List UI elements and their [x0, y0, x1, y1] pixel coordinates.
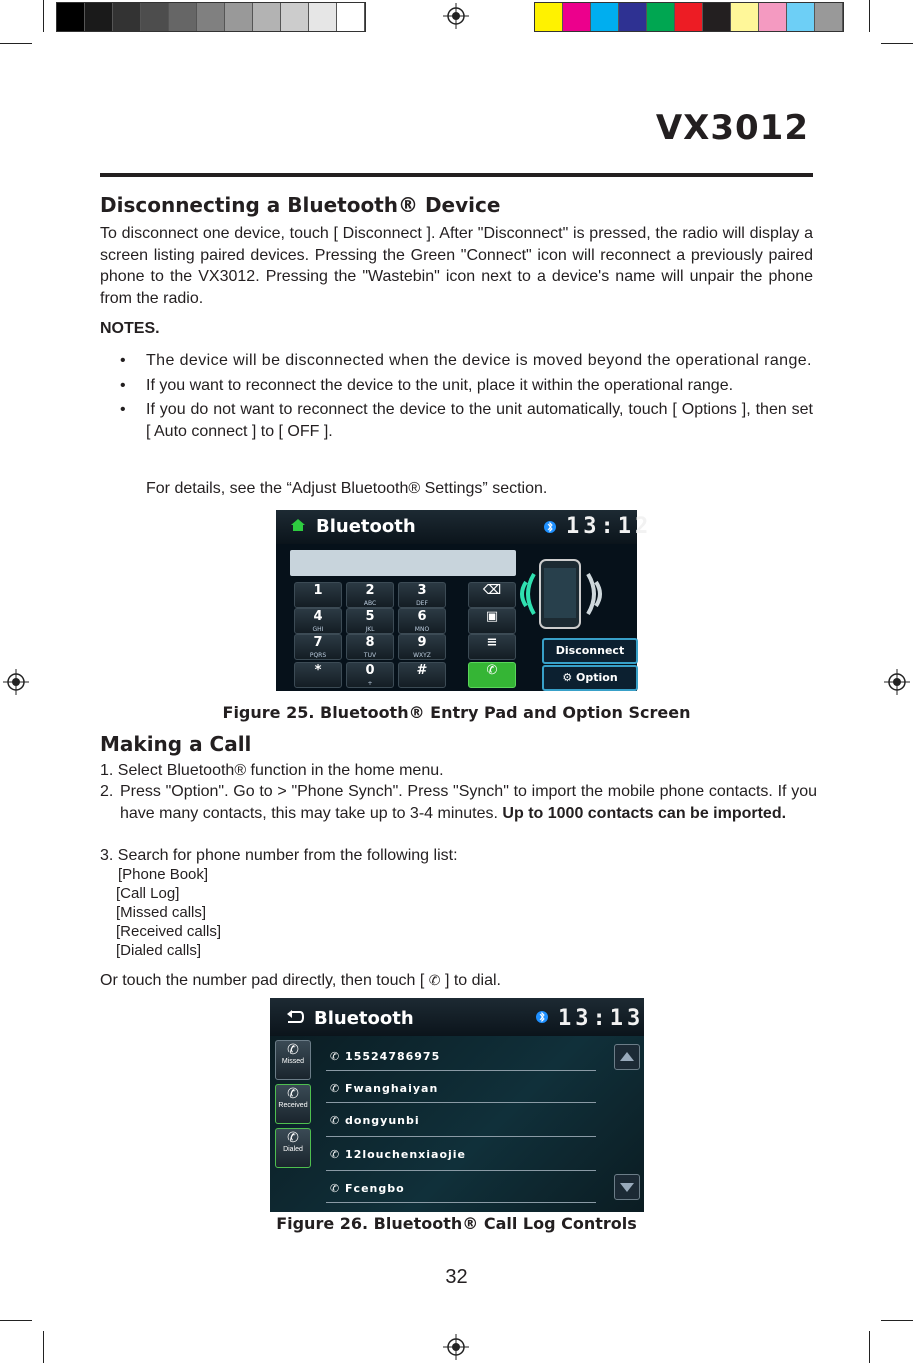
keypad-key[interactable]: [398, 608, 446, 634]
bullet: •: [120, 352, 126, 369]
dial-text-before: Or touch the number pad directly, then touch [: [100, 972, 425, 989]
disconnect-button[interactable]: [542, 638, 638, 664]
arrow-down-icon: [615, 1175, 639, 1199]
disconnect-paragraph: To disconnect one device, touch [ Disconnect ]. After "Disconnect" is pressed, the radio will display a screen listing paired devices. Pressing the Green "Connect" icon will reconnect a previously paired phone to the VX3012. Pressing the "Wastebin" icon next to a device's name will unpair the phone from the radio.: [100, 225, 813, 307]
key-digit: 9: [417, 635, 427, 650]
notes-title: NOTES.: [100, 320, 160, 337]
received-calls-button[interactable]: [275, 1084, 311, 1124]
screen-clock: 13:13: [558, 1006, 645, 1031]
entry-text: dongyunbi: [345, 1114, 420, 1127]
keypad-key[interactable]: [346, 662, 394, 688]
list-item: [Received calls]: [116, 923, 222, 940]
number-display[interactable]: [290, 550, 516, 576]
backspace-key[interactable]: ⌫: [468, 582, 516, 608]
key-digit: 0: [365, 663, 375, 678]
row-divider: [326, 1202, 596, 1203]
crop-mark: [881, 1320, 913, 1321]
key-digit: 7: [313, 635, 323, 650]
color-swatch: [281, 3, 309, 31]
step-2-number: 2.: [100, 783, 114, 800]
details-note: For details, see the “Adjust Bluetooth® Settings” section.: [146, 480, 548, 497]
keypad-key[interactable]: [294, 608, 342, 634]
crop-mark: [869, 0, 870, 32]
call-log-entry[interactable]: ✆ Fwanghaiyan: [330, 1082, 439, 1095]
phone-missed-icon: ✆: [287, 1041, 299, 1057]
scroll-down-button[interactable]: [614, 1174, 640, 1200]
note-item: [100, 375, 813, 397]
missed-calls-button[interactable]: [275, 1040, 311, 1080]
row-divider: [326, 1070, 596, 1071]
registration-mark-icon: [3, 669, 29, 695]
color-swatch: [337, 3, 365, 31]
registration-mark-icon: [884, 669, 910, 695]
key-digit: 1: [313, 583, 323, 598]
keypad-key[interactable]: [398, 582, 446, 608]
gray-color-bar: [56, 2, 366, 32]
figure25-caption: Figure 25. Bluetooth® Entry Pad and Option Screen: [222, 703, 691, 722]
disconnect-label: Disconnect: [555, 644, 625, 657]
dial-text-after: ] to dial.: [444, 972, 501, 989]
search-list: [116, 865, 221, 960]
option-button[interactable]: [542, 665, 638, 691]
call-log-key[interactable]: ≡: [468, 634, 516, 660]
color-swatch: [731, 3, 759, 31]
keypad-key[interactable]: [294, 634, 342, 660]
key-digit: 2: [365, 583, 375, 598]
step-2: [120, 781, 817, 824]
key-letters: JKL: [365, 626, 375, 633]
phone-icon: ✆: [428, 972, 441, 988]
entry-text: 12louchenxiaojie: [345, 1148, 467, 1161]
key-digit: 5: [365, 609, 375, 624]
phone-graphic: [538, 558, 582, 630]
call-key[interactable]: ✆: [468, 662, 516, 688]
bluetooth-status-icon: [536, 1010, 548, 1024]
color-swatch: [675, 3, 703, 31]
keypad-key[interactable]: [346, 608, 394, 634]
dialed-label: Dialed: [283, 1146, 303, 1153]
color-swatch: [197, 3, 225, 31]
section-title-making-call: Making a Call: [100, 732, 252, 756]
screen-title: Bluetooth: [316, 516, 416, 537]
crop-mark: [43, 0, 44, 32]
call-log-entry[interactable]: ✆ 12louchenxiaojie: [330, 1148, 467, 1161]
back-icon[interactable]: [284, 1010, 304, 1024]
entry-text: 15524786975: [345, 1050, 441, 1063]
color-swatch: [619, 3, 647, 31]
color-swatch: [591, 3, 619, 31]
crop-mark: [0, 1320, 32, 1321]
key-letters: ABC: [363, 600, 377, 607]
color-swatch: [563, 3, 591, 31]
key-digit: *: [314, 663, 322, 678]
row-divider: [326, 1170, 596, 1171]
phone-received-icon: ✆: [287, 1085, 299, 1101]
page-number: 32: [445, 1266, 468, 1288]
figure26-caption: Figure 26. Bluetooth® Call Log Controls: [276, 1214, 637, 1233]
keypad-key[interactable]: [346, 634, 394, 660]
step-3: 3. Search for phone number from the following list:: [100, 847, 458, 864]
key-letters: TUV: [363, 652, 377, 659]
note-text: If you do not want to reconnect the device to the unit automatically, touch [ Options ], then set [ Auto connect ] to [ OFF ].: [146, 401, 813, 440]
note-text: The device will be disconnected when the device is moved beyond the operational range.: [146, 352, 812, 369]
option-label: Option: [576, 671, 618, 684]
gear-icon: ⚙: [562, 671, 577, 684]
keypad-key[interactable]: [294, 662, 342, 688]
list-item: [Dialed calls]: [116, 942, 202, 959]
key-letters: +: [367, 680, 373, 687]
color-swatch: [225, 3, 253, 31]
color-swatch: [113, 3, 141, 31]
home-icon: [290, 518, 306, 532]
key-letters: WXYZ: [413, 652, 431, 659]
keypad-key[interactable]: [294, 582, 342, 608]
bluetooth-call-log-screen: [270, 998, 644, 1212]
list-item: [Call Log]: [116, 885, 180, 902]
signal-waves-icon: [584, 564, 610, 624]
bluetooth-entry-screen: [276, 510, 653, 691]
screen-clock: 13:12: [566, 514, 653, 539]
arrow-up-icon: [615, 1045, 639, 1069]
header-rule: [100, 173, 813, 177]
row-divider: [326, 1102, 596, 1103]
keypad-key[interactable]: [398, 662, 446, 688]
dial-instruction: [100, 970, 501, 992]
missed-label: Missed: [281, 1058, 305, 1065]
list-item: [Phone Book]: [118, 866, 209, 883]
crop-mark: [881, 43, 913, 44]
dialed-calls-button[interactable]: [275, 1128, 311, 1168]
screen-title: Bluetooth: [314, 1008, 414, 1029]
crop-mark: [43, 1331, 44, 1363]
keypad-key[interactable]: [398, 634, 446, 660]
color-swatch: [253, 3, 281, 31]
scroll-up-button[interactable]: [614, 1044, 640, 1070]
step-1: 1. Select Bluetooth® function in the home menu.: [100, 762, 444, 779]
contacts-key[interactable]: ▣: [468, 608, 516, 634]
color-swatch: [535, 3, 563, 31]
section-title-disconnect: Disconnecting a Bluetooth® Device: [100, 193, 501, 217]
step-2-text: Press "Option". Go to > "Phone Synch". Press "Synch" to import the mobile phone contacts. If you have many contacts, this may take up to 3-4 minutes.: [120, 783, 817, 822]
entry-text: Fwanghaiyan: [345, 1082, 439, 1095]
color-swatch: [647, 3, 675, 31]
phone-dialed-icon: ✆: [287, 1129, 299, 1145]
key-letters: PQRS: [309, 652, 327, 659]
bullet: •: [120, 376, 126, 394]
brand-model: VX3012: [655, 108, 809, 148]
color-swatch: [85, 3, 113, 31]
note-item: [100, 399, 813, 442]
registration-mark-icon: [443, 1334, 469, 1360]
key-digit: 4: [313, 609, 323, 624]
row-divider: [326, 1136, 596, 1137]
key-digit: 8: [365, 635, 375, 650]
crop-mark: [869, 1331, 870, 1363]
color-swatch: [787, 3, 815, 31]
key-digit: #: [416, 663, 428, 678]
bluetooth-status-icon: [544, 520, 556, 534]
received-label: Received: [278, 1102, 308, 1109]
color-swatch: [309, 3, 337, 31]
key-digit: 3: [417, 583, 427, 598]
color-swatch: [759, 3, 787, 31]
color-swatch: [141, 3, 169, 31]
note-text: If you want to reconnect the device to the unit, place it within the operational range.: [146, 376, 734, 394]
color-swatch: [57, 3, 85, 31]
key-letters: GHI: [312, 626, 324, 633]
call-log-entry[interactable]: ✆ dongyunbi: [330, 1114, 420, 1127]
note-item: [100, 350, 813, 372]
step-2-bold: Up to 1000 contacts can be imported.: [502, 804, 787, 822]
list-item: [Missed calls]: [116, 904, 207, 921]
call-log-entry[interactable]: ✆ Fcengbo: [330, 1182, 405, 1195]
call-log-entry[interactable]: ✆ 15524786975: [330, 1050, 441, 1063]
key-letters: MNO: [414, 626, 430, 633]
notes-list: [100, 350, 813, 445]
color-swatch: [169, 3, 197, 31]
keypad-key[interactable]: [346, 582, 394, 608]
color-bar: [534, 2, 844, 32]
color-swatch: [703, 3, 731, 31]
registration-mark-icon: [443, 3, 469, 29]
entry-text: Fcengbo: [345, 1182, 405, 1195]
color-swatch: [815, 3, 843, 31]
key-digit: 6: [417, 609, 427, 624]
crop-mark: [0, 43, 32, 44]
signal-waves-icon: [512, 564, 538, 624]
key-letters: DEF: [416, 600, 428, 607]
bullet: •: [120, 401, 126, 419]
